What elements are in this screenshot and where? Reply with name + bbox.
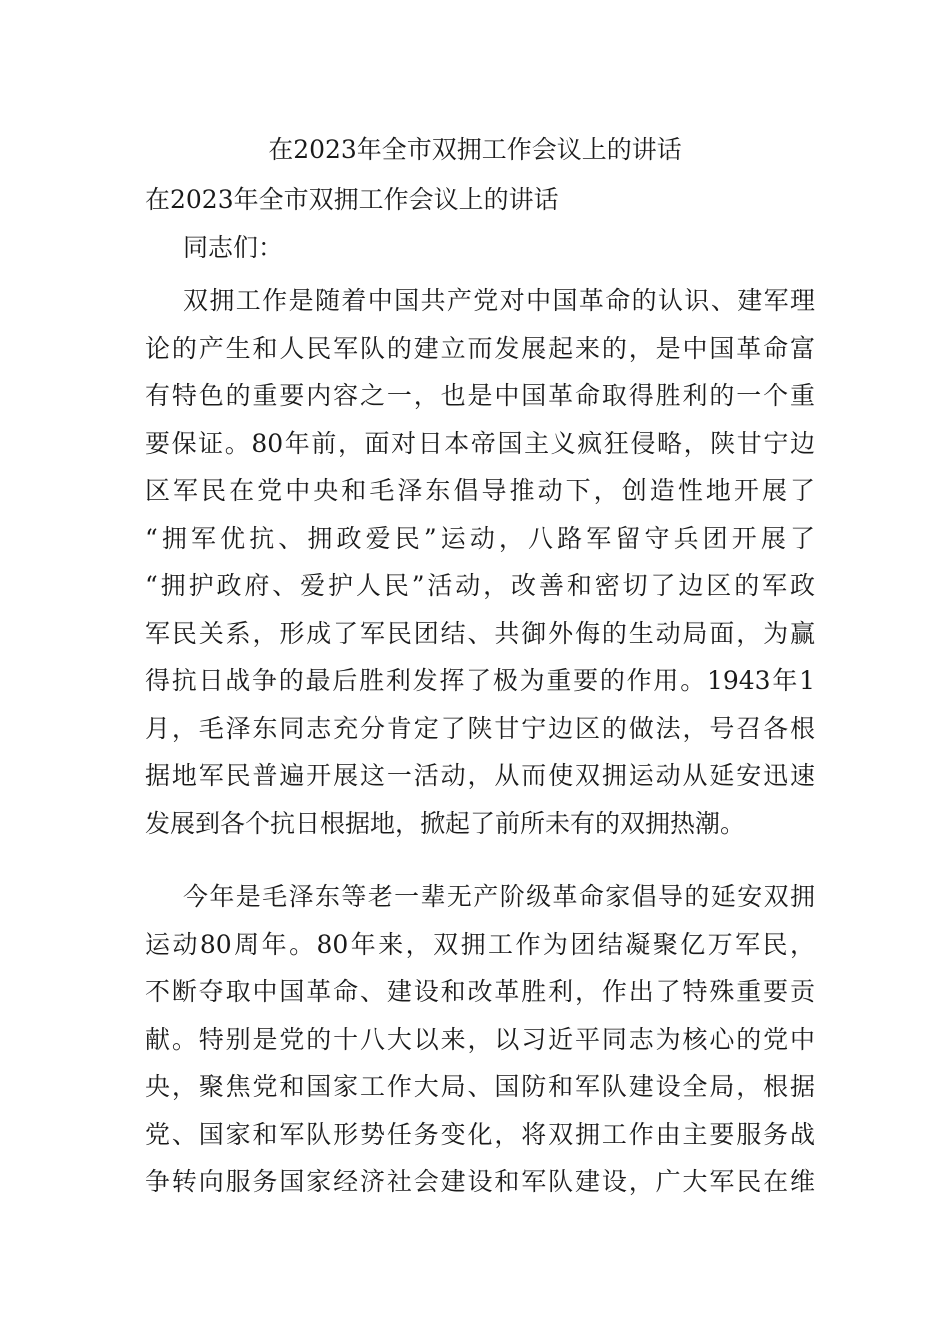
paragraph-line: 运动80周年。80年来，双拥工作为团结凝聚亿万军民， <box>145 929 815 959</box>
paragraph-line: “拥军优抗、拥政爱民”运动，八路军留守兵团开展了 <box>145 523 815 553</box>
salutation: 同志们： <box>183 233 284 262</box>
paragraph-line: 有特色的重要内容之一，也是中国革命取得胜利的一个重 <box>145 381 815 410</box>
paragraph-line: 据地军民普遍开展这一活动，从而使双拥运动从延安迅速 <box>145 761 815 790</box>
paragraph-line: 央，聚焦党和国家工作大局、国防和军队建设全局，根据 <box>145 1072 815 1101</box>
paragraph-line: 党、国家和军队形势任务变化，将双拥工作由主要服务战 <box>145 1119 815 1149</box>
body-paragraph-1 <box>145 277 815 847</box>
document-subtitle: 在2023年全市双拥工作会议上的讲话 <box>145 185 559 214</box>
paragraph-line: 发展到各个抗日根据地，掀起了前所未有的双拥热潮。 <box>145 808 746 838</box>
paragraph-line: 月，毛泽东同志充分肯定了陕甘宁边区的做法，号召各根 <box>145 713 815 743</box>
paragraph-line: 军民关系，形成了军民团结、共御外侮的生动局面，为赢 <box>145 618 815 648</box>
paragraph-line: 得抗日战争的最后胜利发挥了极为重要的作用。1943年1 <box>145 666 815 695</box>
paragraph-line: 区军民在党中央和毛泽东倡导推动下，创造性地开展了 <box>145 476 815 505</box>
paragraph-line: 要保证。80年前，面对日本帝国主义疯狂侵略，陕甘宁边 <box>145 428 815 458</box>
paragraph-line: 争转向服务国家经济社会建设和军队建设，广大军民在维 <box>145 1167 815 1196</box>
paragraph-line: “拥护政府、爱护人民”活动，改善和密切了边区的军政 <box>145 571 815 600</box>
paragraph-line: 献。特别是党的十八大以来，以习近平同志为核心的党中 <box>145 1024 815 1054</box>
paragraph-line: 不断夺取中国革命、建设和改革胜利，作出了特殊重要贡 <box>145 977 815 1006</box>
document-title: 在2023年全市双拥工作会议上的讲话 <box>268 135 682 164</box>
paragraph-line: 今年是毛泽东等老一辈无产阶级革命家倡导的延安双拥 <box>183 882 815 911</box>
paragraph-line: 论的产生和人民军队的建立而发展起来的，是中国革命富 <box>145 333 815 363</box>
paragraph-line: 双拥工作是随着中国共产党对中国革命的认识、建军理 <box>183 286 815 315</box>
body-paragraph-2 <box>145 873 815 1206</box>
